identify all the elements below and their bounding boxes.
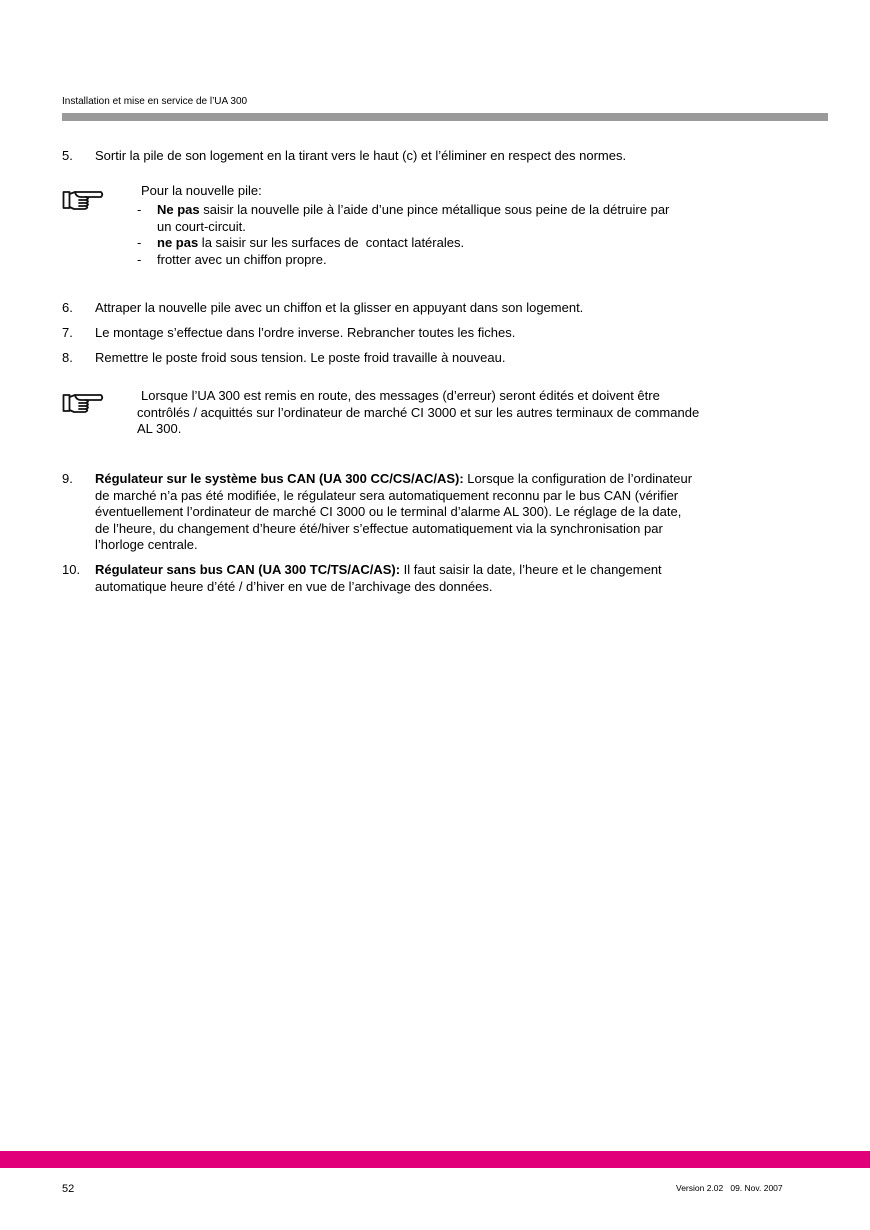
step-text-line	[95, 562, 662, 579]
note-line: Lorsque l’UA 300 est remis en route, des messages (d’erreur) seront édités et doivent être	[141, 388, 660, 403]
step-heading: Régulateur sans bus CAN (UA 300 TC/TS/AC/AS):	[95, 562, 401, 577]
step-text-line: éventuellement l’ordinateur de marché CI 3000 ou le terminal d’alarme AL 300). Le réglage de la date,	[95, 504, 682, 519]
bullet-emphasis: Ne pas	[157, 202, 200, 217]
note-intro: Pour la nouvelle pile:	[141, 183, 262, 198]
bullet-text: frotter avec un chiffon propre.	[157, 251, 327, 267]
step-text-line: de marché n’a pas été modifiée, le régulateur sera automatiquement reconnu par le bus CAN (vérifier	[95, 487, 679, 503]
step-number: 7.	[62, 325, 73, 340]
bullet-dash: -	[137, 235, 142, 250]
step-body: Il faut saisir la date, l’heure et le changement	[400, 562, 662, 577]
bullet-continuation: un court-circuit.	[157, 218, 246, 234]
bullet-body: saisir la nouvelle pile à l’aide d’une pince métallique sous peine de la détruire par	[199, 202, 670, 217]
step-number: 5.	[62, 148, 73, 163]
bullet-dash: -	[137, 251, 142, 267]
step-text-line	[95, 471, 692, 488]
bullet-text	[157, 202, 669, 219]
pointing-hand-icon	[62, 392, 104, 414]
note-line: AL 300.	[137, 421, 182, 436]
step-text-line: de l’heure, du changement d’heure été/hiver s’effectue automatiquement via la synchronisation par	[95, 520, 663, 536]
step-text: Remettre le poste froid sous tension. Le poste froid travaille à nouveau.	[95, 350, 506, 365]
running-header: Installation et mise en service de l’UA 300	[62, 96, 248, 107]
note-line: contrôlés / acquittés sur l’ordinateur de marché CI 3000 et sur les autres terminaux de commande	[137, 404, 700, 420]
step-text-line: l’horloge centrale.	[95, 537, 198, 552]
footer-rule	[0, 1151, 870, 1168]
step-number: 8.	[62, 350, 73, 365]
step-number: 9.	[62, 471, 73, 486]
version-info: Version 2.02 09. Nov. 2007	[676, 1183, 783, 1193]
step-number: 6.	[62, 300, 73, 315]
page-number: 52	[62, 1183, 75, 1195]
step-text-line: automatique heure d’été / d’hiver en vue de l’archivage des données.	[95, 578, 493, 594]
step-text: Le montage s’effectue dans l’ordre inverse. Rebrancher toutes les fiches.	[95, 325, 516, 340]
bullet-emphasis: ne pas	[157, 235, 199, 250]
bullet-text	[157, 235, 464, 252]
step-number: 10.	[62, 562, 81, 577]
step-text: Attraper la nouvelle pile avec un chiffon et la glisser en appuyant dans son logement.	[95, 300, 584, 315]
step-heading: Régulateur sur le système bus CAN (UA 300 CC/CS/AC/AS):	[95, 471, 464, 486]
step-body: Lorsque la configuration de l’ordinateur	[463, 471, 693, 486]
header-rule	[62, 113, 828, 121]
pointing-hand-icon	[62, 189, 104, 211]
step-text: Sortir la pile de son logement en la tirant vers le haut (c) et l’éliminer en respect des normes.	[95, 148, 627, 163]
bullet-dash: -	[137, 202, 142, 217]
bullet-body: la saisir sur les surfaces de contact latérales.	[198, 235, 465, 250]
